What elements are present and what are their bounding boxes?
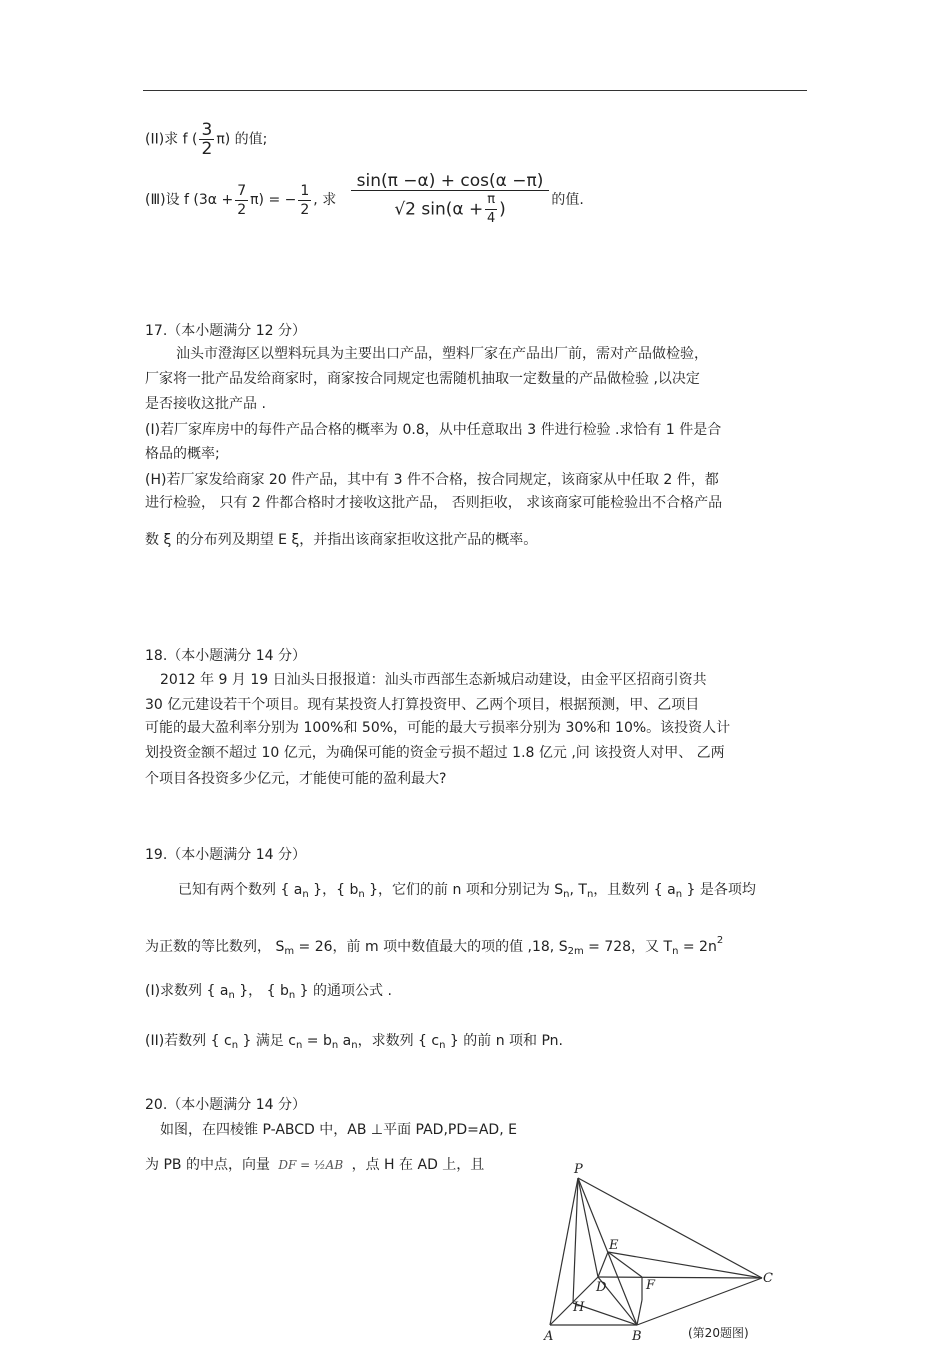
- edge-PD: [578, 1178, 598, 1277]
- subscript: n: [358, 889, 365, 900]
- subscript: n: [288, 990, 296, 1001]
- text: √2 sin(α +: [394, 199, 484, 220]
- subscript: n: [231, 1040, 239, 1051]
- label-E: E: [609, 1238, 619, 1253]
- text: }，它们的前 n 项和分别记为 S: [364, 882, 564, 898]
- text: a: [338, 1033, 352, 1049]
- subscript: n: [439, 1040, 446, 1051]
- q18-line: 30 亿元建设若干个项目。现有某投资人打算投资甲、乙两个项目，根据预测，甲、乙项目: [145, 697, 700, 713]
- q16-part2: [145, 121, 267, 158]
- text: = 728，又 T: [583, 939, 673, 955]
- top-rule: [143, 90, 807, 91]
- label-A: A: [544, 1329, 554, 1344]
- edge-PB: [578, 1178, 637, 1325]
- text: ，求数列 { c: [357, 1033, 440, 1049]
- superscript: 2: [716, 935, 724, 946]
- edge-ED: [598, 1252, 608, 1277]
- trig-expression: [351, 172, 550, 228]
- denominator: 2: [300, 201, 310, 218]
- subscript: 2m: [567, 946, 584, 957]
- q17-line: (H)若厂家发给商家 20 件产品，其中有 3 件不合格，按合同规定，该商家从中任取 2 件，都: [145, 472, 719, 488]
- fraction: [235, 182, 248, 219]
- q17-line: 厂家将一批产品发给商家时，商家按合同规定也需随机抽取一定数量的产品做检验 ,以决定: [145, 371, 700, 387]
- subscript: n: [675, 889, 683, 900]
- denominator: [351, 191, 550, 228]
- label-C: C: [763, 1271, 773, 1286]
- text: }， { b: [234, 983, 289, 999]
- text: = 26，前 m 项中数值最大的项的值 ,18, S: [294, 939, 568, 955]
- edge-FB: [637, 1300, 642, 1325]
- text: (II)若数列 { c: [145, 1033, 232, 1049]
- denominator: 4: [487, 211, 496, 226]
- text: ，且数列 { a: [593, 882, 676, 898]
- text: (I)求数列 { a: [145, 983, 229, 999]
- text: 为正数的等比数列， S: [145, 939, 285, 955]
- q18-line: 2012 年 9 月 19 日汕头日报报道：汕头市西部生态新城启动建设，由金平区招商引资共: [160, 672, 707, 688]
- text: 为 PB 的中点，向量: [145, 1157, 270, 1173]
- text: ，点 H 在 AD 上，且: [351, 1157, 485, 1173]
- subscript: n: [331, 1040, 339, 1051]
- figure-caption: (第20题图): [688, 1326, 749, 1340]
- q17-line: (I)若厂家库房中的每件产品合格的概率为 0.8，从中任意取出 3 件进行检验 .求恰有 1 件是合: [145, 422, 722, 438]
- q18-line: 划投资金额不超过 10 亿元，为确保可能的资金亏损不超过 1.8 亿元 ,问 该投资人对甲、 乙两: [145, 745, 725, 761]
- numerator: 3: [201, 120, 213, 140]
- text: } 满足 c: [238, 1033, 296, 1049]
- label-D: D: [596, 1280, 607, 1295]
- q17-line: 汕头市澄海区以塑料玩具为主要出口产品，塑料厂家在产品出厂前，需对产品做检验，: [176, 346, 708, 362]
- text: 已知有两个数列 { a: [178, 882, 303, 898]
- q19-line-4: [145, 1032, 563, 1055]
- subscript: n: [586, 889, 594, 900]
- numerator: 1: [300, 182, 310, 199]
- subscript: n: [563, 889, 570, 900]
- fraction: [485, 191, 497, 228]
- pyramid-figure: [540, 1160, 790, 1345]
- q19-header: 19.（本小题满分 14 分）: [145, 847, 306, 863]
- edge-PH: [573, 1178, 578, 1303]
- q19-line-2: [145, 932, 723, 961]
- q19-line-3: [145, 982, 392, 1005]
- q17-line: 是否接收这批产品 .: [145, 396, 266, 412]
- q18-line: 个项目各投资多少亿元，才能使可能的盈利最大?: [145, 771, 447, 787]
- denominator: 2: [201, 139, 213, 159]
- subscript: n: [228, 990, 235, 1001]
- q17-header: 17.（本小题满分 12 分）: [145, 323, 306, 339]
- text: = 2n: [678, 939, 717, 955]
- label-H: H: [573, 1300, 585, 1315]
- text: } 的通项公式 .: [295, 983, 392, 999]
- numerator: sin(π −α) + cos(α −π): [351, 172, 550, 191]
- label-F: F: [646, 1278, 656, 1293]
- q20-line-2: [145, 1156, 484, 1174]
- text: (Ⅲ)设 f (3α +: [145, 192, 234, 208]
- edge-BC: [637, 1278, 762, 1325]
- q20-line: 如图，在四棱锥 P-ABCD 中，AB ⊥平面 PAD,PD=AD, E: [160, 1122, 517, 1138]
- fraction: [199, 121, 214, 158]
- text: } 的前 n 项和 Pn.: [445, 1033, 564, 1049]
- denominator: 2: [237, 201, 247, 218]
- q17-line: 进行检验， 只有 2 件都合格时才接收这批产品， 否则拒收， 求该商家可能检验出不合格产品: [145, 495, 723, 511]
- text: } 是各项均: [682, 882, 756, 898]
- q16-part3: [145, 172, 584, 228]
- text: π) = −: [250, 192, 297, 208]
- text: 的值.: [551, 192, 584, 208]
- q18-header: 18.（本小题满分 14 分）: [145, 648, 306, 664]
- numerator: 7: [237, 182, 247, 199]
- pi: π: [216, 131, 225, 148]
- q17-line: 数 ξ 的分布列及期望 E ξ，并指出该商家拒收这批产品的概率。: [145, 532, 538, 548]
- subscript: n: [672, 946, 679, 957]
- text: = b: [302, 1033, 332, 1049]
- subscript: n: [302, 889, 309, 900]
- q19-line-1: [178, 881, 756, 904]
- q18-line: 可能的最大盈利率分别为 100%和 50%，可能的最大亏损率分别为 30%和 10%。该投资人计: [145, 720, 731, 736]
- numerator: π: [485, 191, 497, 210]
- subscript: m: [284, 946, 295, 957]
- fraction: [298, 182, 311, 219]
- text: (II)求 f (: [145, 131, 198, 148]
- text: , 求: [313, 192, 337, 208]
- subscript: n: [351, 1040, 358, 1051]
- q20-header: 20.（本小题满分 14 分）: [145, 1097, 306, 1113]
- label-P: P: [574, 1162, 583, 1177]
- q17-line: 格品的概率;: [145, 446, 220, 462]
- text: ) 的值;: [224, 131, 268, 148]
- edge-DC: [598, 1277, 762, 1278]
- text: , T: [569, 882, 587, 898]
- text: }，{ b: [308, 882, 359, 898]
- text: ): [499, 199, 506, 220]
- subscript: n: [296, 1040, 303, 1051]
- label-B: B: [632, 1329, 642, 1344]
- vector-formula: DF = ½AB: [278, 1158, 344, 1172]
